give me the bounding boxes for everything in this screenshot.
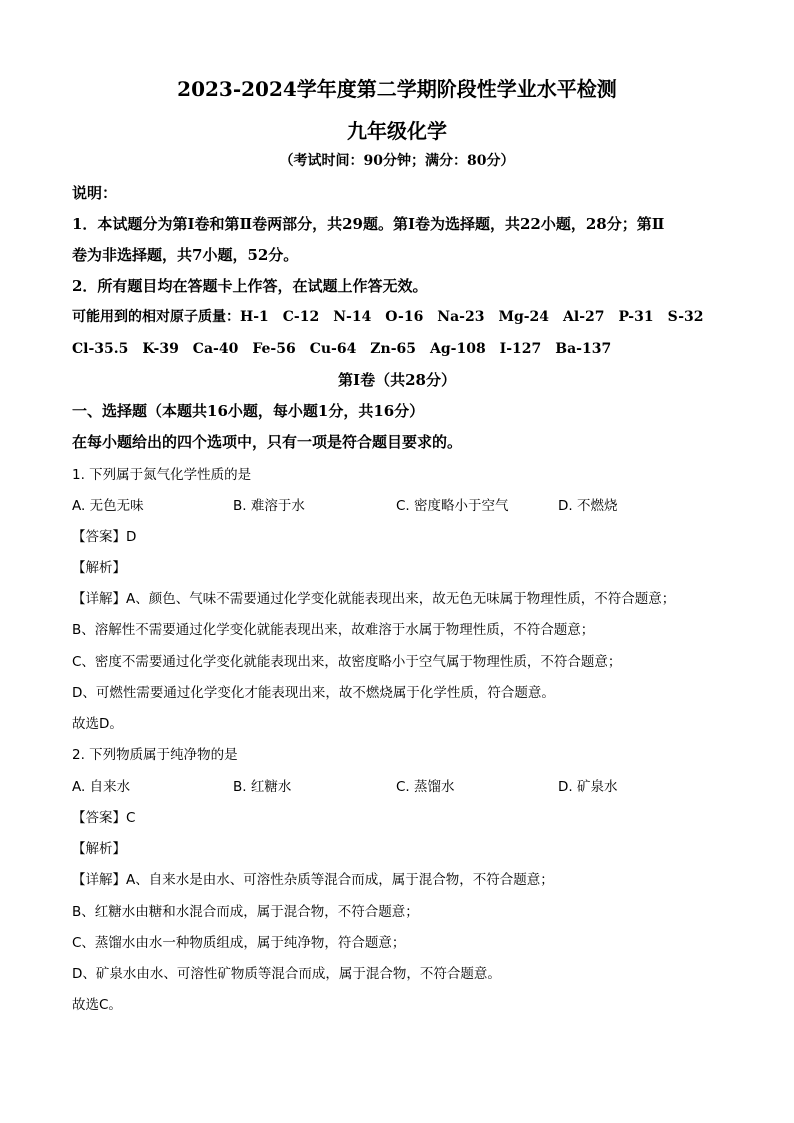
question-1-stem: 1. 下列属于氮气化学性质的是 <box>72 467 252 483</box>
part-heading: 一、选择题（本题共16小题，每小题1分，共16分） <box>72 402 425 420</box>
question-2-option-a: A. 自来水 <box>72 779 131 795</box>
atomic-mass-line-2: Cl-35.5 K-39 Ca-40 Fe-56 Cu-64 Zn-65 Ag-108 I-127 Ba-137 <box>72 341 612 357</box>
question-1-detail-line: B、溶解性不需要通过化学变化就能表现出来，故难溶于水属于物理性质，不符合题意； <box>72 622 595 638</box>
question-2-detail-line: C、蒸馏水由水一种物质组成，属于纯净物，符合题意； <box>72 935 406 951</box>
question-1-option-b: B. 难溶于水 <box>233 498 305 514</box>
atomic-mass-line-1: 可能用到的相对原子质量：H-1 C-12 N-14 O-16 Na-23 Mg-24 Al-27 P-31 S-32 <box>72 309 704 325</box>
exam-subtitle: 九年级化学 <box>347 119 447 143</box>
question-2-option-b: B. 红糖水 <box>233 779 292 795</box>
instructions-label: 说明： <box>72 184 118 202</box>
question-2-stem: 2. 下列物质属于纯净物的是 <box>72 747 238 763</box>
part-note: 在每小题给出的四个选项中，只有一项是符合题目要求的。 <box>72 433 463 451</box>
question-1-detail-line: 【详解】A、颜色、气味不需要通过化学变化就能表现出来，故无色无味属于物理性质，不符合题意； <box>72 591 676 607</box>
question-1-option-d: D. 不燃烧 <box>558 498 618 514</box>
question-2-detail-line: 【详解】A、自来水是由水、可溶性杂质等混合而成，属于混合物，不符合题意； <box>72 872 554 888</box>
question-2-detail-line: B、红糖水由糖和水混合而成，属于混合物，不符合题意； <box>72 904 419 920</box>
section-title: 第Ⅰ卷（共28分） <box>338 371 456 389</box>
exam-info: （考试时间：90分钟；满分：80分） <box>279 153 515 169</box>
question-1-answer: 【答案】D <box>72 529 137 545</box>
question-1-conclusion: 故选D。 <box>72 716 123 732</box>
question-2-conclusion: 故选C。 <box>72 997 122 1013</box>
question-1-analysis-label: 【解析】 <box>72 560 126 576</box>
question-2-option-c: C. 蒸馏水 <box>396 779 455 795</box>
question-1-option-a: A. 无色无味 <box>72 498 144 514</box>
question-1-detail-line: C、密度不需要通过化学变化就能表现出来，故密度略小于空气属于物理性质，不符合题意； <box>72 654 622 670</box>
question-2-option-d: D. 矿泉水 <box>558 779 618 795</box>
question-2-detail-line: D、矿泉水由水、可溶性矿物质等混合而成，属于混合物，不符合题意。 <box>72 966 501 982</box>
question-2-answer: 【答案】C <box>72 810 136 826</box>
question-1-option-c: C. 密度略小于空气 <box>396 498 509 514</box>
instruction-item-1-line-2: 卷为非选择题，共7小题，52分。 <box>72 246 299 264</box>
exam-title: 2023-2024学年度第二学期阶段性学业水平检测 <box>177 77 617 101</box>
question-2-analysis-label: 【解析】 <box>72 841 126 857</box>
instruction-item-1-line-1: 1．本试题分为第Ⅰ卷和第Ⅱ卷两部分，共29题。第Ⅰ卷为选择题，共22小题，28分；第Ⅱ <box>72 215 665 233</box>
question-1-detail-line: D、可燃性需要通过化学变化才能表现出来，故不燃烧属于化学性质，符合题意。 <box>72 685 555 701</box>
instruction-item-2: 2．所有题目均在答题卡上作答，在试题上作答无效。 <box>72 277 428 295</box>
